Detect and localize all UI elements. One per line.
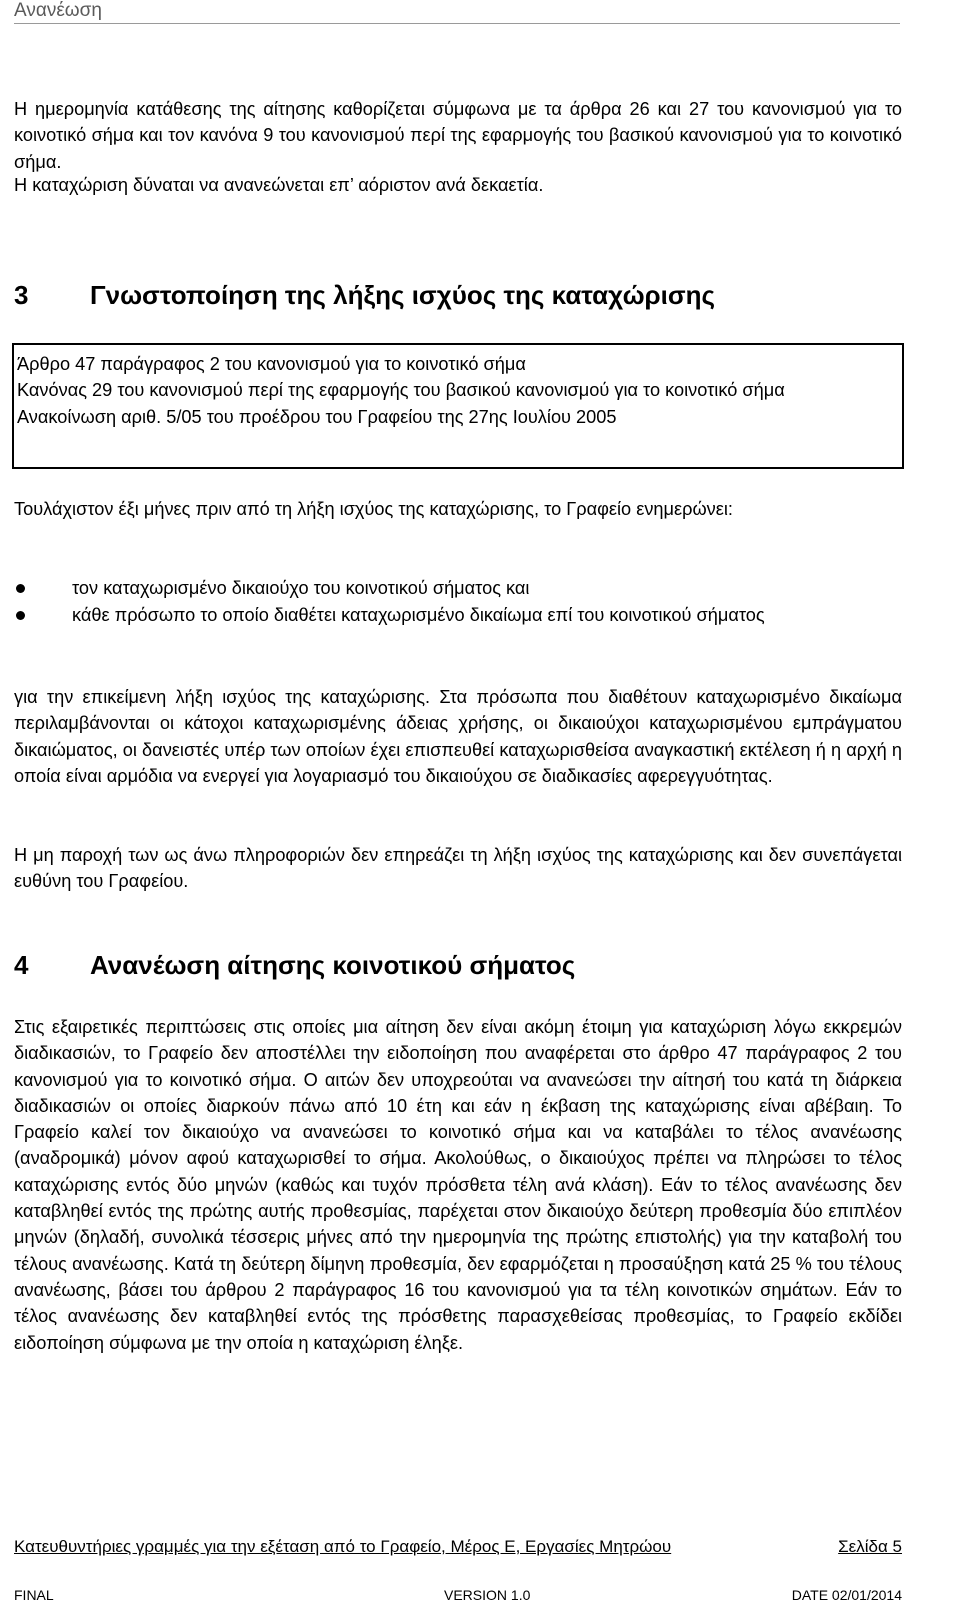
list-item	[14, 575, 902, 601]
section-3-title: Γνωστοποίηση της λήξης ισχύος της καταχώρισης	[90, 280, 716, 310]
list-item	[14, 602, 902, 628]
intro-paragraph-renewal-period: Η καταχώριση δύναται να ανανεώνεται επ’ αόριστον ανά δεκαετία.	[14, 175, 544, 195]
footer-document-title: Κατευθυντήριες γραμμές για την εξέταση από το Γραφείο, Μέρος Ε, Εργασίες Μητρώου	[14, 1537, 672, 1556]
document-date: DATE 02/01/2014	[791, 1587, 902, 1603]
legal-reference: Κανόνας 29 του κανονισμού περί της εφαρμογής του βασικού κανονισμού για το κοινοτικό σήμα	[17, 380, 785, 401]
document-status: FINAL	[14, 1587, 54, 1603]
bullet-icon	[16, 584, 25, 593]
page-footer	[14, 1536, 902, 1558]
section-3-paragraph-notification: Τουλάχιστον έξι μήνες πριν από τη λήξη ισχύος της καταχώρισης, το Γραφείο ενημερώνει:	[14, 499, 733, 519]
notified-parties-list	[14, 575, 902, 629]
section-4-title: Ανανέωση αίτησης κοινοτικού σήματος	[90, 950, 576, 980]
section-3-paragraph-holders: για την επικείμενη λήξη ισχύος της καταχώρισης. Στα πρόσωπα που διαθέτουν καταχωρισμένο δικαίωμα περιλαμβάνονται οι κάτοχοι καταχωρισμένης άδειας χρήσης, οι δικαιούχοι καταχωρισμένου εμπράγματου δικαιώματος, οι δανειστές υπέρ των οποίων έχει επισπευθεί καταχωρισθείσα αναγκαστική εκτέλεση ή η αρχή η οποία είναι αρμόδια να ενεργεί για λογαριασμό του δικαιούχου σε διαδικασίες αφερεγγυότητας.	[14, 687, 902, 786]
section-3-number: 3	[14, 280, 29, 310]
intro-paragraph-filing-date: Η ημερομηνία κατάθεσης της αίτησης καθορίζεται σύμφωνα με τα άρθρα 26 και 27 του κανονισμού για το κοινοτικό σήμα και τον κανόνα 9 του κανονισμού περί της εφαρμογής του βασικού κανονισμού για το κοινοτικό σήμα.	[14, 99, 902, 172]
section-3-paragraph-liability: Η μη παροχή των ως άνω πληροφοριών δεν επηρεάζει τη λήξη ισχύος της καταχώρισης και δεν συνεπάγεται ευθύνη του Γραφείου.	[14, 845, 902, 892]
list-item-text: τον καταχωρισμένο δικαιούχο του κοινοτικού σήματος και	[72, 578, 530, 598]
section-4-paragraph: Στις εξαιρετικές περιπτώσεις στις οποίες μια αίτηση δεν είναι ακόμη έτοιμη για καταχώριση λόγω εκκρεμών διαδικασιών, το Γραφείο δεν αποστέλλει την ειδοποίηση που αναφέρεται στο άρθρο 47 παράγραφος 2 του κανονισμού για το κοινοτικό σήμα. Ο αιτών δεν υποχρεούται να ανανεώσει την αίτησή του κατά τη διάρκεια διαδικασιών οι οποίες διαρκούν πάνω από 10 έτη και εάν η έκβαση της καταχώρισης είναι αβέβαιη. Το Γραφείο καλεί τον δικαιούχο να ανανεώσει το κοινοτικό σήμα και να καταβάλει το τέλος ανανέωσης (αναδρομικά) μόνον αφού καταχωρισθεί το σήμα. Ακολούθως, ο δικαιούχος πρέπει να πληρώσει το τέλος καταχώρισης εντός δύο μηνών (καθώς και τυχόν πρόσθετα τέλη ανά κλάση). Εάν το τέλος ανανέωσης δεν καταβληθεί εντός της πρώτης αυτής προθεσμίας, παρέχεται στον δικαιούχο δεύτερη προθεσμία δύο επιπλέον μηνών (δηλαδή, συνολικά τέσσερις μήνες από την ημερομηνία της πρώτης επιστολής) για την καταβολή του τέλους ανανέωσης. Κατά τη δεύτερη δίμηνη προθεσμία, δεν εφαρμόζεται η προσαύξηση κατά 25 % του τέλους ανανέωσης, βάσει του άρθρου 2 παράγραφος 16 του κανονισμού για τα τέλη κοινοτικών σημάτων. Εάν το τέλος ανανέωσης δεν καταβληθεί εντός της πρόσθετης παρασχεθείσας προθεσμίας, το Γραφείο εκδίδει ειδοποίηση σύμφωνα με την οποία η καταχώριση έληξε.	[14, 1017, 902, 1353]
footer-page-number: Σελίδα 5	[838, 1537, 902, 1556]
section-4-heading	[14, 950, 902, 980]
section-4-number: 4	[14, 950, 29, 980]
running-header: Ανανέωση	[14, 0, 900, 24]
list-item-text: κάθε πρόσωπο το οποίο διαθέτει καταχωρισμένο δικαίωμα επί του κοινοτικού σήματος	[72, 605, 765, 626]
document-version: VERSION 1.0	[444, 1587, 531, 1603]
section-3-heading	[14, 280, 902, 310]
legal-reference: Άρθρο 47 παράγραφος 2 του κανονισμού για το κοινοτικό σήμα	[17, 354, 526, 374]
bullet-icon	[16, 611, 25, 620]
legal-references-box	[12, 343, 904, 469]
legal-reference: Ανακοίνωση αριθ. 5/05 του προέδρου του Γραφείου της 27ης Ιουλίου 2005	[17, 406, 617, 427]
